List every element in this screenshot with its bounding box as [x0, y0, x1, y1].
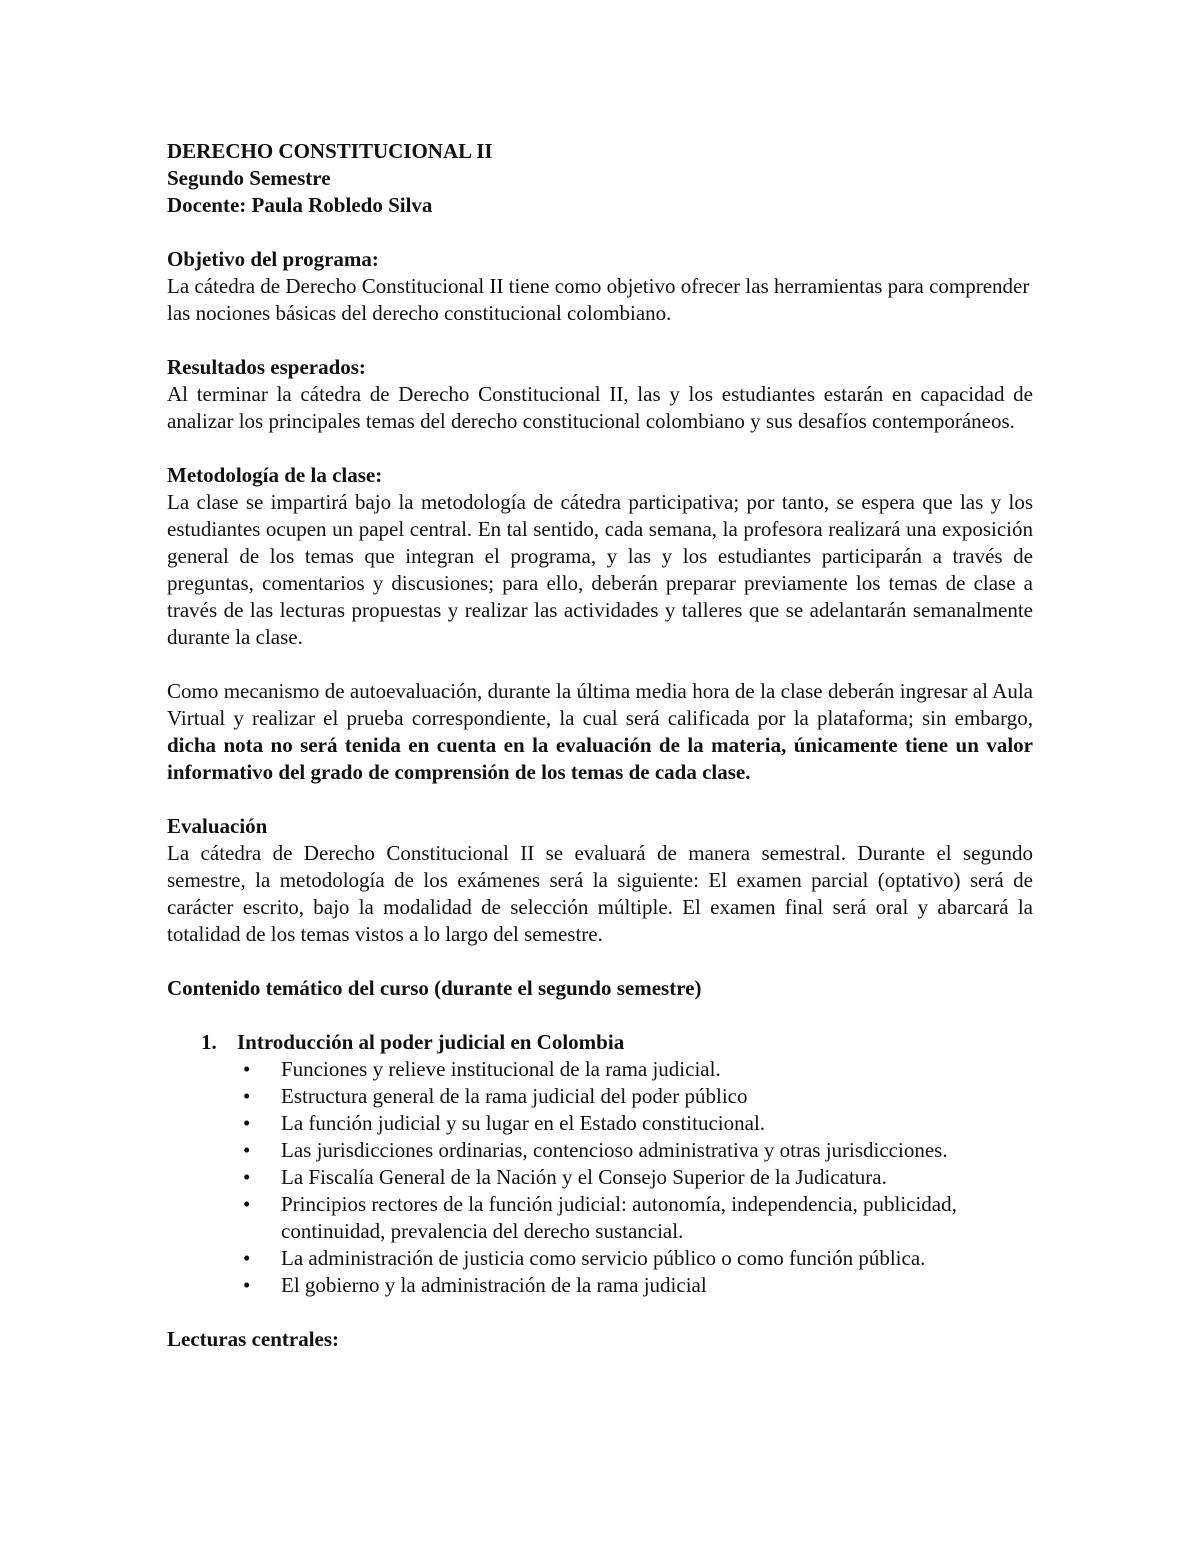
- list-item: [167, 1191, 1033, 1245]
- list-item-text: Las jurisdicciones ordinarias, contencioso administrativa y otras jurisdicciones.: [281, 1138, 948, 1162]
- document-page: [167, 138, 1033, 1353]
- topic-list: [167, 1029, 1033, 1299]
- topic-number: 1.: [201, 1030, 217, 1054]
- semester-label: Segundo Semestre: [167, 166, 331, 190]
- methodology-heading: Metodología de la clase:: [167, 463, 383, 487]
- content-heading: Contenido temático del curso (durante el segundo semestre): [167, 976, 702, 1000]
- list-item: [167, 1056, 1033, 1083]
- list-item-text: Principios rectores de la función judicial: autonomía, independencia, publicidad, continuidad, prevalencia del derecho sustancial.: [281, 1192, 957, 1243]
- topic-bullet-list: [237, 1056, 1033, 1299]
- results-heading: Resultados esperados:: [167, 355, 366, 379]
- evaluation-text: La cátedra de Derecho Constitucional II se evaluará de manera semestral. Durante el segundo semestre, la metodología de los exámenes será la siguiente: El examen parcial (optativo) será de carácter escrito, bajo la modalidad de selección múltiple. El examen final será oral y abarcará la totalidad de los temas vistos a lo largo del semestre.: [167, 841, 1033, 946]
- list-item: [167, 1137, 1033, 1164]
- bullet-icon: •: [243, 1165, 251, 1189]
- list-item-text: Funciones y relieve institucional de la rama judicial.: [281, 1057, 721, 1081]
- topic-title: Introducción al poder judicial en Colombia: [237, 1030, 625, 1054]
- list-item: [167, 1110, 1033, 1137]
- methodology-paragraph-2: [167, 678, 1033, 786]
- list-item-text: La administración de justicia como servicio público o como función pública.: [281, 1246, 926, 1270]
- bullet-icon: •: [243, 1273, 251, 1297]
- bullet-icon: •: [243, 1246, 251, 1270]
- list-item-text: El gobierno y la administración de la rama judicial: [281, 1273, 707, 1297]
- topic-item: [167, 1029, 1033, 1299]
- bullet-icon: •: [243, 1084, 251, 1108]
- list-item-text: Estructura general de la rama judicial del poder público: [281, 1084, 748, 1108]
- bullet-icon: •: [243, 1111, 251, 1135]
- course-title: DERECHO CONSTITUCIONAL II: [167, 139, 493, 163]
- bullet-icon: •: [243, 1138, 251, 1162]
- list-item-text: La Fiscalía General de la Nación y el Consejo Superior de la Judicatura.: [281, 1165, 887, 1189]
- methodology-paragraph-2-plain: Como mecanismo de autoevaluación, durante la última media hora de la clase deberán ingresar al Aula Virtual y realizar el prueba correspondiente, la cual será calificada por la plataforma; sin embargo,: [167, 679, 1033, 730]
- bullet-icon: •: [243, 1192, 251, 1216]
- methodology-paragraph-1: La clase se impartirá bajo la metodología de cátedra participativa; por tanto, se espera que las y los estudiantes ocupen un papel central. En tal sentido, cada semana, la profesora realizará una exposición general de los temas que integran el programa, y las y los estudiantes participarán a través de preguntas, comentarios y discusiones; para ello, deberán preparar previamente los temas de clase a través de las lecturas propuestas y realizar las actividades y talleres que se adelantarán semanalmente durante la clase.: [167, 490, 1033, 649]
- list-item: [167, 1083, 1033, 1110]
- results-text: Al terminar la cátedra de Derecho Constitucional II, las y los estudiantes estarán en capacidad de analizar los principales temas del derecho constitucional colombiano y sus desafíos contemporáneos.: [167, 382, 1033, 433]
- teacher-label: Docente: Paula Robledo Silva: [167, 193, 433, 217]
- objective-text: La cátedra de Derecho Constitucional II tiene como objetivo ofrecer las herramientas para comprender las nociones básicas del derecho constitucional colombiano.: [167, 274, 1030, 325]
- evaluation-heading: Evaluación: [167, 814, 268, 838]
- bullet-icon: •: [243, 1057, 251, 1081]
- list-item: [167, 1272, 1033, 1299]
- list-item: [167, 1245, 1033, 1272]
- list-item-text: La función judicial y su lugar en el Estado constitucional.: [281, 1111, 766, 1135]
- list-item: [167, 1164, 1033, 1191]
- objective-heading: Objetivo del programa:: [167, 247, 379, 271]
- readings-heading: Lecturas centrales:: [167, 1327, 340, 1351]
- methodology-paragraph-2-bold: dicha nota no será tenida en cuenta en la evaluación de la materia, únicamente tiene un valor informativo del grado de comprensión de los temas de cada clase.: [167, 733, 1033, 784]
